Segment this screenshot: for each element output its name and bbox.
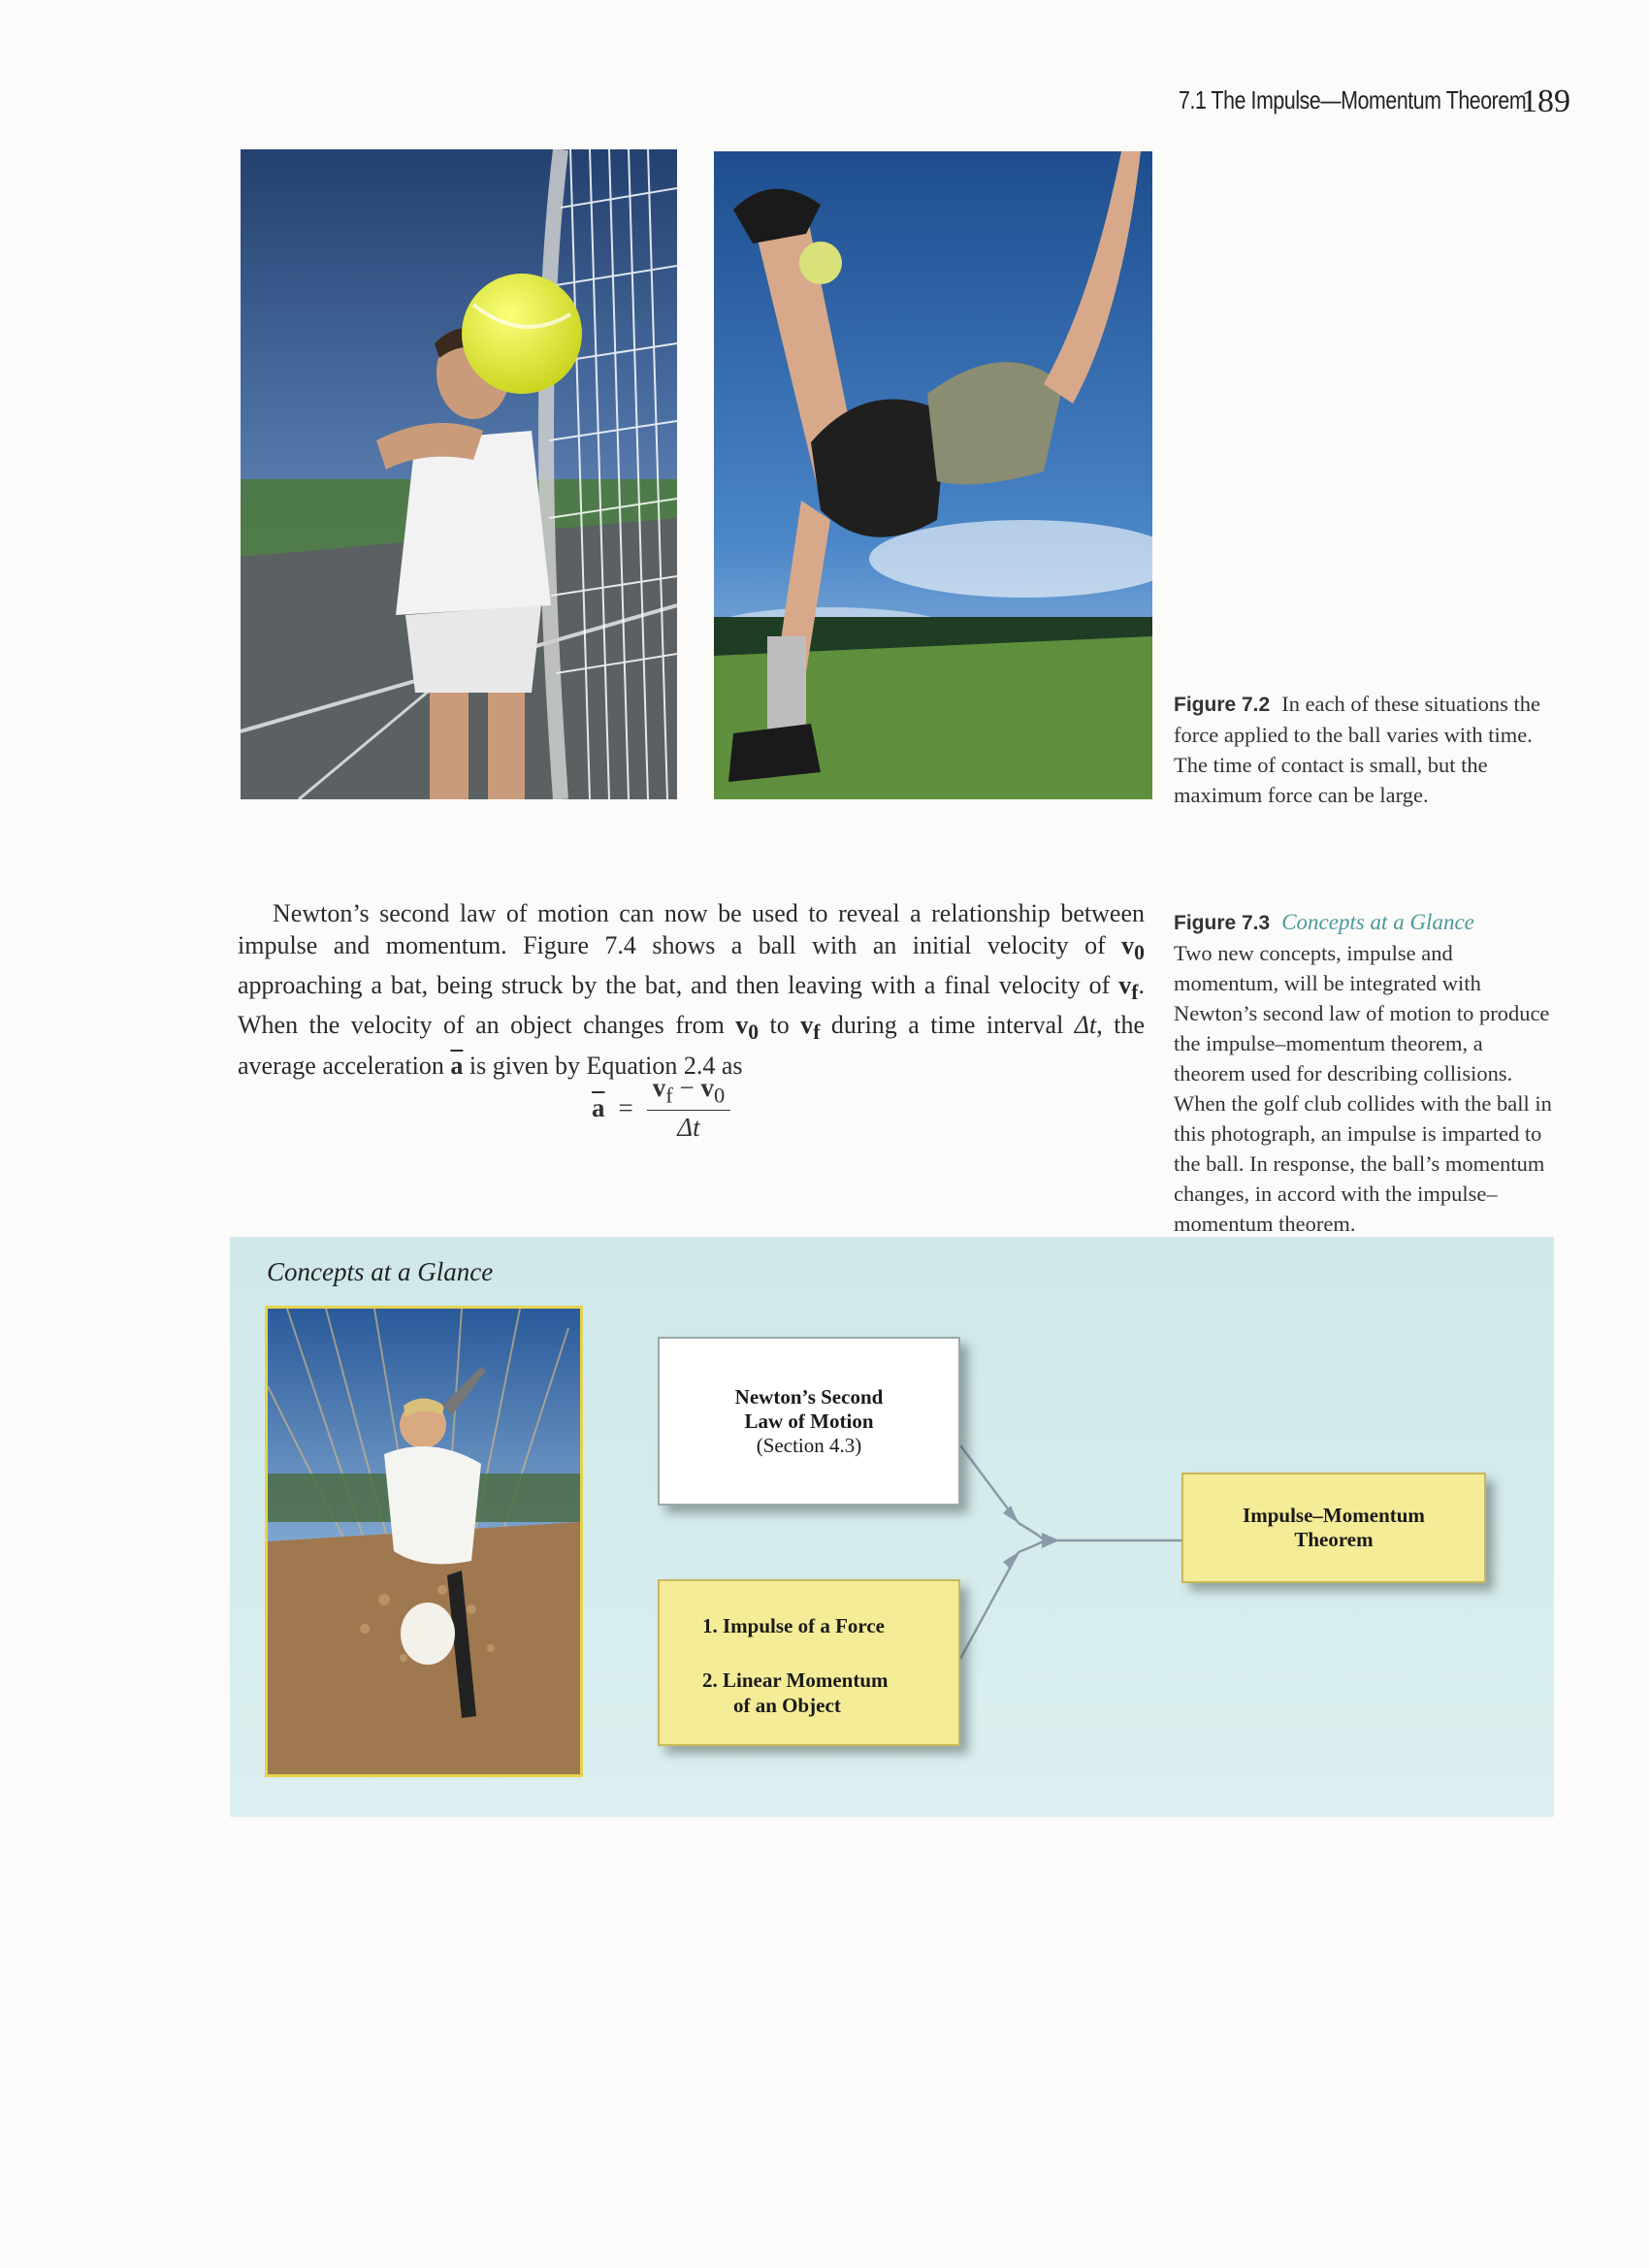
equation-denominator: Δt [677, 1113, 700, 1143]
numerator-vf: v [652, 1073, 666, 1102]
delta-t-symbol: Δt [1074, 1011, 1097, 1040]
vf-symbol: v [1118, 971, 1132, 1000]
body-paragraph [238, 897, 1145, 1082]
equation-numerator [647, 1073, 730, 1111]
running-head: 7.1 The Impulse—Momentum Theorem [1179, 85, 1527, 114]
equation-fraction [647, 1073, 730, 1143]
figure-7-3-label: Figure 7.3 [1174, 912, 1271, 934]
figure-7-3-text: Two new concepts, impulse and momentum, will be integrated with Newton’s second law of motion to produce the impulse–momentum theorem, a theorem used for describing collisions. When the golf club collides with the ball in this photograph, an impulse is imparted to the ball. In response, the ball’s momentum changes, in accord with the impulse–momentum theorem. [1174, 941, 1552, 1236]
soccer-photo [714, 151, 1152, 799]
v0-subscript: 0 [1134, 941, 1145, 965]
concept-flow-arrows [951, 1426, 1193, 1678]
numerator-minus: − [672, 1073, 701, 1102]
body-text-1: Newton’s second law of motion can now be used to reveal a relationship between impulse and momentum. Figure 7.4 shows a ball with an initial velocity of [238, 899, 1145, 959]
figure-7-3-caption [1174, 907, 1557, 1239]
arrowhead-2 [1003, 1552, 1018, 1570]
numerator-v0: v [700, 1073, 714, 1102]
v0-symbol: v [1121, 931, 1135, 959]
body-text-4: to [759, 1011, 801, 1040]
v0-symbol-2: v [735, 1011, 749, 1040]
concepts-at-a-glance-title: Concepts at a Glance [267, 1257, 494, 1286]
theorem-box-line1: Impulse–Momentum [1243, 1504, 1425, 1527]
body-text-2: approaching a bat, being struck by the bat, and then leaving with a final velocity of [238, 971, 1119, 1000]
body-text-3: . When the velocity of an object changes from [238, 971, 1145, 1040]
figure-7-3-title: Concepts at a Glance [1281, 910, 1474, 934]
body-text-5: during a time interval [820, 1011, 1075, 1040]
figure-7-2-caption [1174, 689, 1557, 810]
tennis-photo [241, 149, 677, 799]
arrowhead-1 [1003, 1506, 1018, 1523]
average-acceleration-equation [592, 1073, 730, 1143]
impulse-item-2a: 2. Linear Momentum [702, 1669, 889, 1692]
a-bar-symbol: $\overline{a}$ [450, 1051, 464, 1080]
impulse-momentum-concepts-box [658, 1579, 960, 1746]
impulse-item-1: 1. Impulse of a Force [702, 1614, 886, 1637]
vf-subscript: f [1131, 981, 1139, 1005]
figure-7-2-label: Figure 7.2 [1174, 694, 1271, 716]
impulse-momentum-theorem-box [1181, 1473, 1486, 1583]
arrowhead-3 [1042, 1533, 1059, 1548]
figure-7-2-text: In each of these situations the force applied to the ball varies with time. The time of contact is small, but the maximum force can be large. [1174, 692, 1540, 807]
newton-box-line2: Law of Motion [744, 1409, 874, 1433]
numerator-v0-sub: 0 [713, 1083, 726, 1108]
vf-subscript-2: f [813, 1021, 821, 1045]
newtons-second-law-box [658, 1337, 960, 1506]
impulse-item-2b: of an Object [733, 1694, 841, 1717]
golf-photo [265, 1306, 583, 1777]
body-text-7: is given by Equation 2.4 as [463, 1051, 743, 1080]
page-number: 189 [1521, 83, 1570, 119]
newton-box-line3: (Section 4.3) [756, 1433, 862, 1457]
v0-subscript-2: 0 [748, 1021, 760, 1045]
theorem-box-line2: Theorem [1294, 1528, 1374, 1551]
body-text-6: , the average acceleration [238, 1011, 1145, 1080]
numerator-vf-sub: f [665, 1083, 673, 1108]
equation-equals: = [618, 1092, 633, 1122]
equation-lhs: $\overline{a}$ [592, 1092, 605, 1122]
newton-box-line1: Newton’s Second [734, 1384, 884, 1409]
vf-symbol-2: v [800, 1011, 814, 1040]
